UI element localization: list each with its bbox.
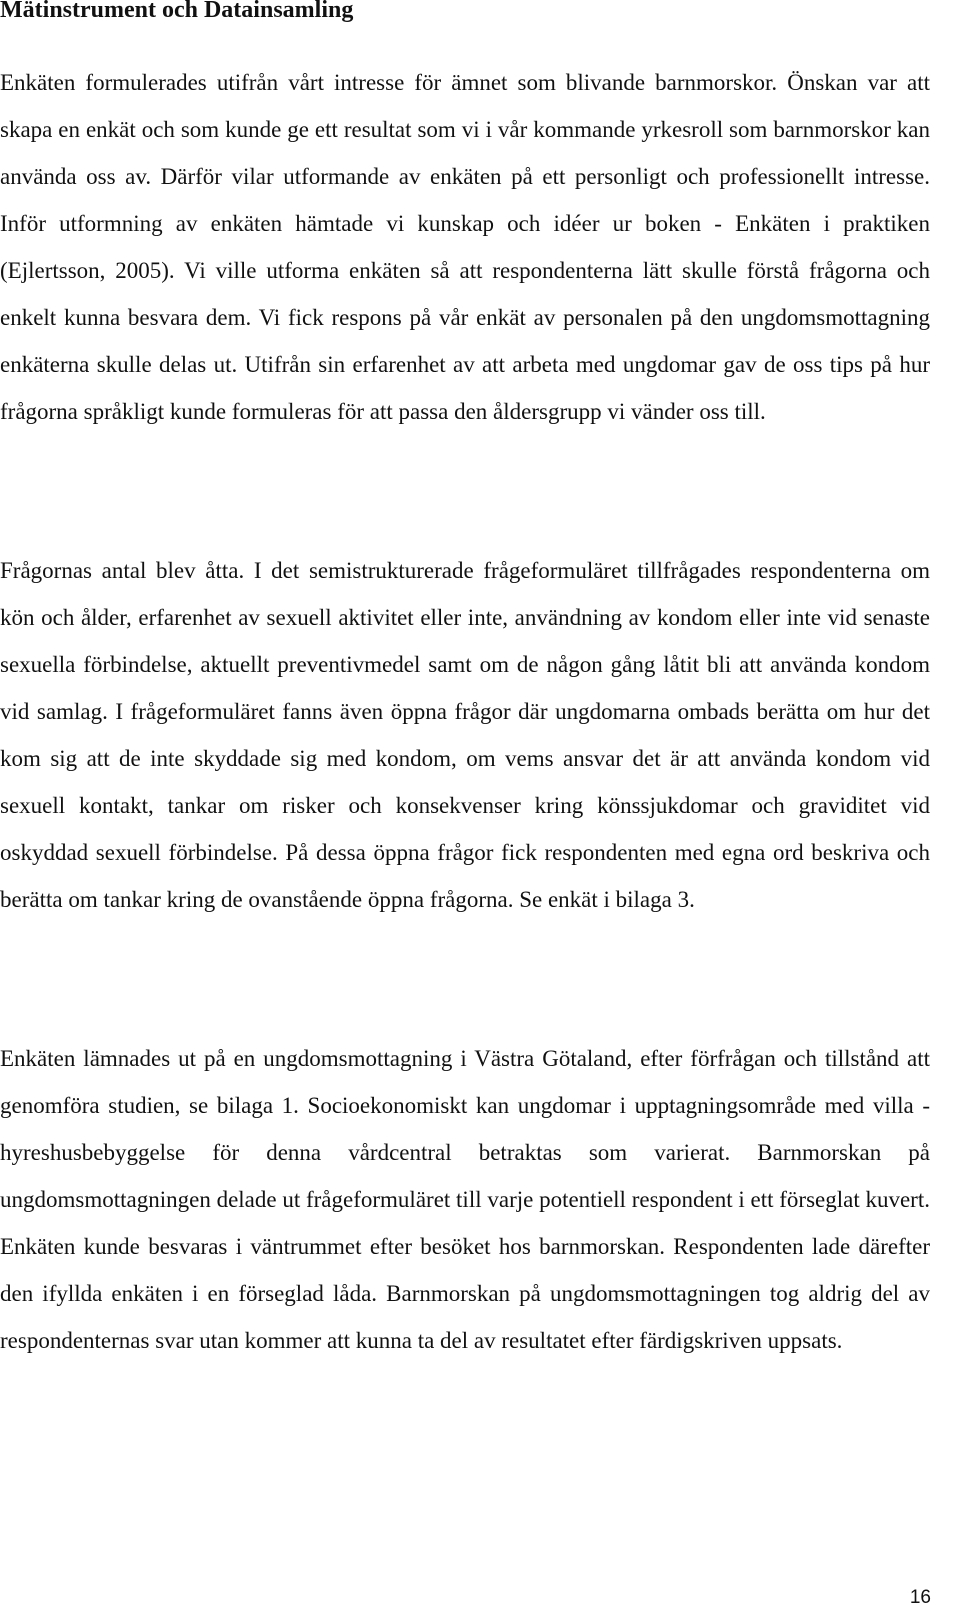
section-heading: Mätinstrument och Datainsamling — [0, 0, 354, 23]
page-number: 16 — [909, 1587, 931, 1608]
paragraph-data-collection: Enkäten lämnades ut på en ungdomsmottagning i Västra Götaland, efter förfrågan och tillstånd att genomföra studien, se bilaga 1. Socioekonomiskt kan ungdomar i upptagningsområde med villa - hyreshusbebyggelse för denna vårdcentral betraktas som varierat. Barnmorskan på ungdomsmottagningen delade ut frågeformuläret till varje potentiell respondent i ett förseglat kuvert. Enkäten kunde besvaras i väntrummet efter besöket hos barnmorskan. Respondenten lade därefter den ifyllda enkäten i en förseglad låda. Barnmorskan på ungdomsmottagningen tog aldrig del av respondenternas svar utan kommer att kunna ta del av resultatet efter färdigskriven uppsats. — [0, 1046, 930, 1353]
paragraph-question-content: Frågornas antal blev åtta. I det semistrukturerade frågeformuläret tillfrågades respondenterna om kön och ålder, erfarenhet av sexuell aktivitet eller inte, användning av kondom eller inte vid senaste sexuella förbindelse, aktuellt preventivmedel samt om de någon gång låtit bli att använda kondom vid samlag. I frågeformuläret fanns även öppna frågor där ungdomarna ombads berätta om hur det kom sig att de inte skyddade sig med kondom, om vems ansvar det är att använda kondom vid sexuell kontakt, tankar om risker och konsekvenser kring könssjukdomar och graviditet vid oskyddad sexuell förbindelse. På dessa öppna frågor fick respondenten med egna ord beskriva och berätta om tankar kring de ovanstående öppna frågorna. Se enkät i bilaga 3. — [0, 558, 930, 912]
paragraph-instrument-design: Enkäten formulerades utifrån vårt intresse för ämnet som blivande barnmorskor. Önskan var att skapa en enkät och som kunde ge ett resultat som vi i vår kommande yrkesroll som barnmorskor kan använda oss av. Därför vilar utformande av enkäten på ett personligt och professionellt intresse. Inför utformning av enkäten hämtade vi kunskap och idéer ur boken - Enkäten i praktiken (Ejlertsson, 2005). Vi ville utforma enkäten så att respondenterna lätt skulle förstå frågorna och enkelt kunna besvara dem. Vi fick respons på vår enkät av personalen på den ungdomsmottagning enkäterna skulle delas ut. Utifrån sin erfarenhet av att arbeta med ungdomar gav de oss tips på hur frågorna språkligt kunde formuleras för att passa den åldersgrupp vi vänder oss till. — [0, 70, 930, 424]
